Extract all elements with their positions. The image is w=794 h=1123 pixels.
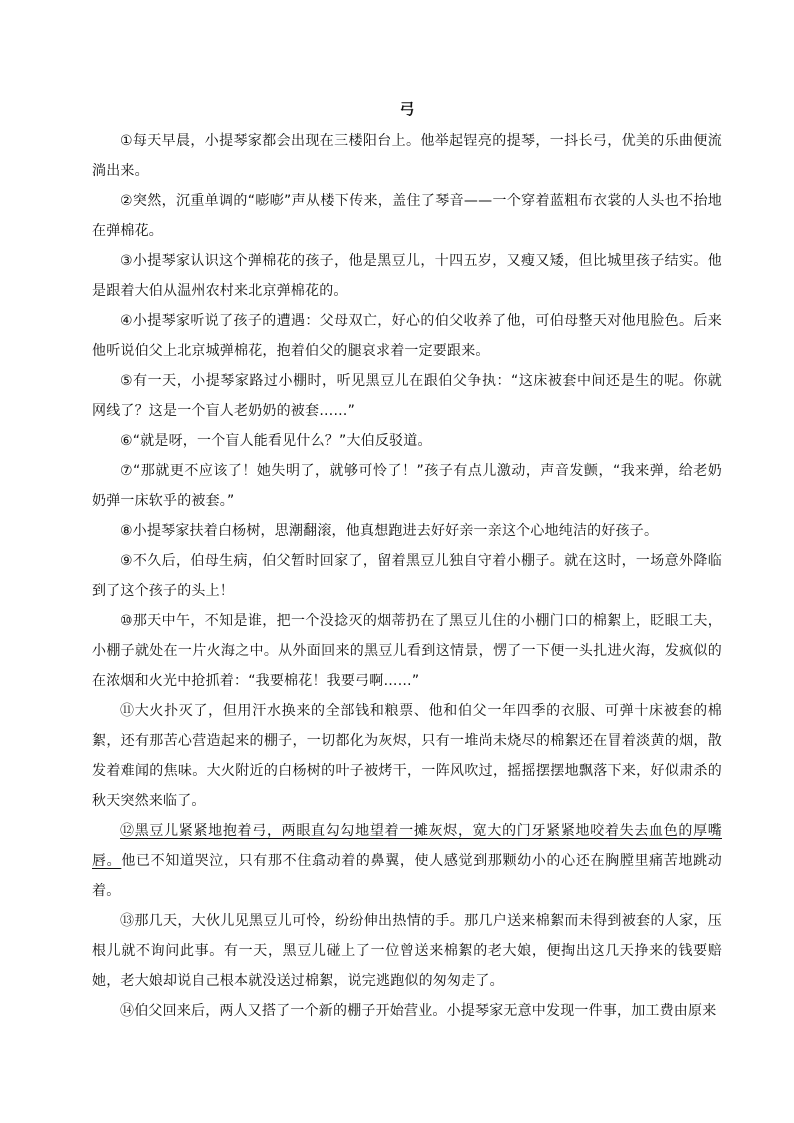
paragraph-5: ⑤有一天，小提琴家路过小棚时，听见黑豆儿在跟伯父争执：“这床被套中间还是生的呢。你就网线了？这是一个盲人老奶奶的被套……”	[92, 373, 722, 419]
paragraph-12-rest: 他已不知道哭泣，只有那不住翕动着的鼻翼，使人感觉到那颗幼小的心还在胸膛里痛苦地跳动着。	[92, 853, 722, 899]
paragraph-10: ⑩那天中午，不知是谁，把一个没捻灭的烟蒂扔在了黑豆儿住的小棚门口的棉絮上，眨眼工夫，小棚子就处在一片火海之中。从外面回来的黑豆儿看到这情景，愣了一下便一头扎进火海，发疯似的在浓烟和火光中抢抓着：“我要棉花！我要弓啊……”	[92, 613, 722, 689]
paragraph-8: ⑧小提琴家扶着白杨树，思潮翻滚，他真想跑进去好好亲一亲这个心地纯洁的好孩子。	[120, 523, 659, 539]
paragraph-9: ⑨不久后，伯母生病，伯父暂时回家了，留着黑豆儿独自守着小棚子。就在这时，一场意外降临到了这个孩子的头上！	[92, 553, 722, 599]
paragraph-7: ⑦“那就更不应该了！她失明了，就够可怜了！”孩子有点儿激动，声音发颤，“我来弹，给老奶奶弹一床软乎的被套。”	[92, 463, 722, 509]
document-title: 弓	[399, 100, 415, 118]
paragraph-3: ③小提琴家认识这个弹棉花的孩子，他是黑豆儿，十四五岁，又瘦又矮，但比城里孩子结实。他是跟着大伯从温州农村来北京弹棉花的。	[92, 253, 722, 299]
paragraph-1: ①每天早晨，小提琴家都会出现在三楼阳台上。他举起锃亮的提琴，一抖长弓，优美的乐曲便流淌出来。	[92, 133, 722, 179]
paragraph-2: ②突然，沉重单调的“嘭嘭”声从楼下传来，盖住了琴音——一个穿着蓝粗布衣裳的人头也不抬地在弹棉花。	[92, 193, 722, 239]
paragraph-4: ④小提琴家听说了孩子的遭遇：父母双亡，好心的伯父收养了他，可伯母整天对他甩脸色。后来他听说伯父上北京城弹棉花，抱着伯父的腿哀求着一定要跟来。	[92, 313, 722, 359]
paragraph-14: ⑭伯父回来后，两人又搭了一个新的棚子开始营业。小提琴家无意中发现一件事，加工费由原来	[120, 1003, 717, 1019]
paragraph-13: ⑬那几天，大伙儿见黑豆儿可怜，纷纷伸出热情的手。那几户送来棉絮而未得到被套的人家，压根儿就不询问此事。有一天，黑豆儿碰上了一位曾送来棉絮的老大娘，便掏出这几天挣来的钱要赔她，老大娘却说自己根本就没送过棉絮，说完逃跑似的匆匆走了。	[92, 913, 722, 989]
document-page	[92, 98, 722, 1026]
paragraph-6: ⑥“就是呀，一个盲人能看见什么？”大伯反驳道。	[120, 433, 432, 449]
underlined-sentence: ⑫黑豆儿紧紧地抱着弓，两眼直勾勾地望着一摊灰烬，宽大的门牙紧紧地咬着失去血色的厚嘴唇。	[92, 823, 722, 869]
paragraph-12	[92, 816, 722, 906]
paragraph-11: ⑪大火扑灭了，但用汗水换来的全部钱和粮票、他和伯父一年四季的衣服、可弹十床被套的棉絮，还有那苦心营造起来的棚子，一切都化为灰烬，只有一堆尚未烧尽的棉絮还在冒着淡黄的烟，散发着难闻的焦味。大火附近的白杨树的叶子被烤干，一阵风吹过，摇摇摆摆地飘落下来，好似肃杀的秋天突然来临了。	[92, 703, 722, 809]
